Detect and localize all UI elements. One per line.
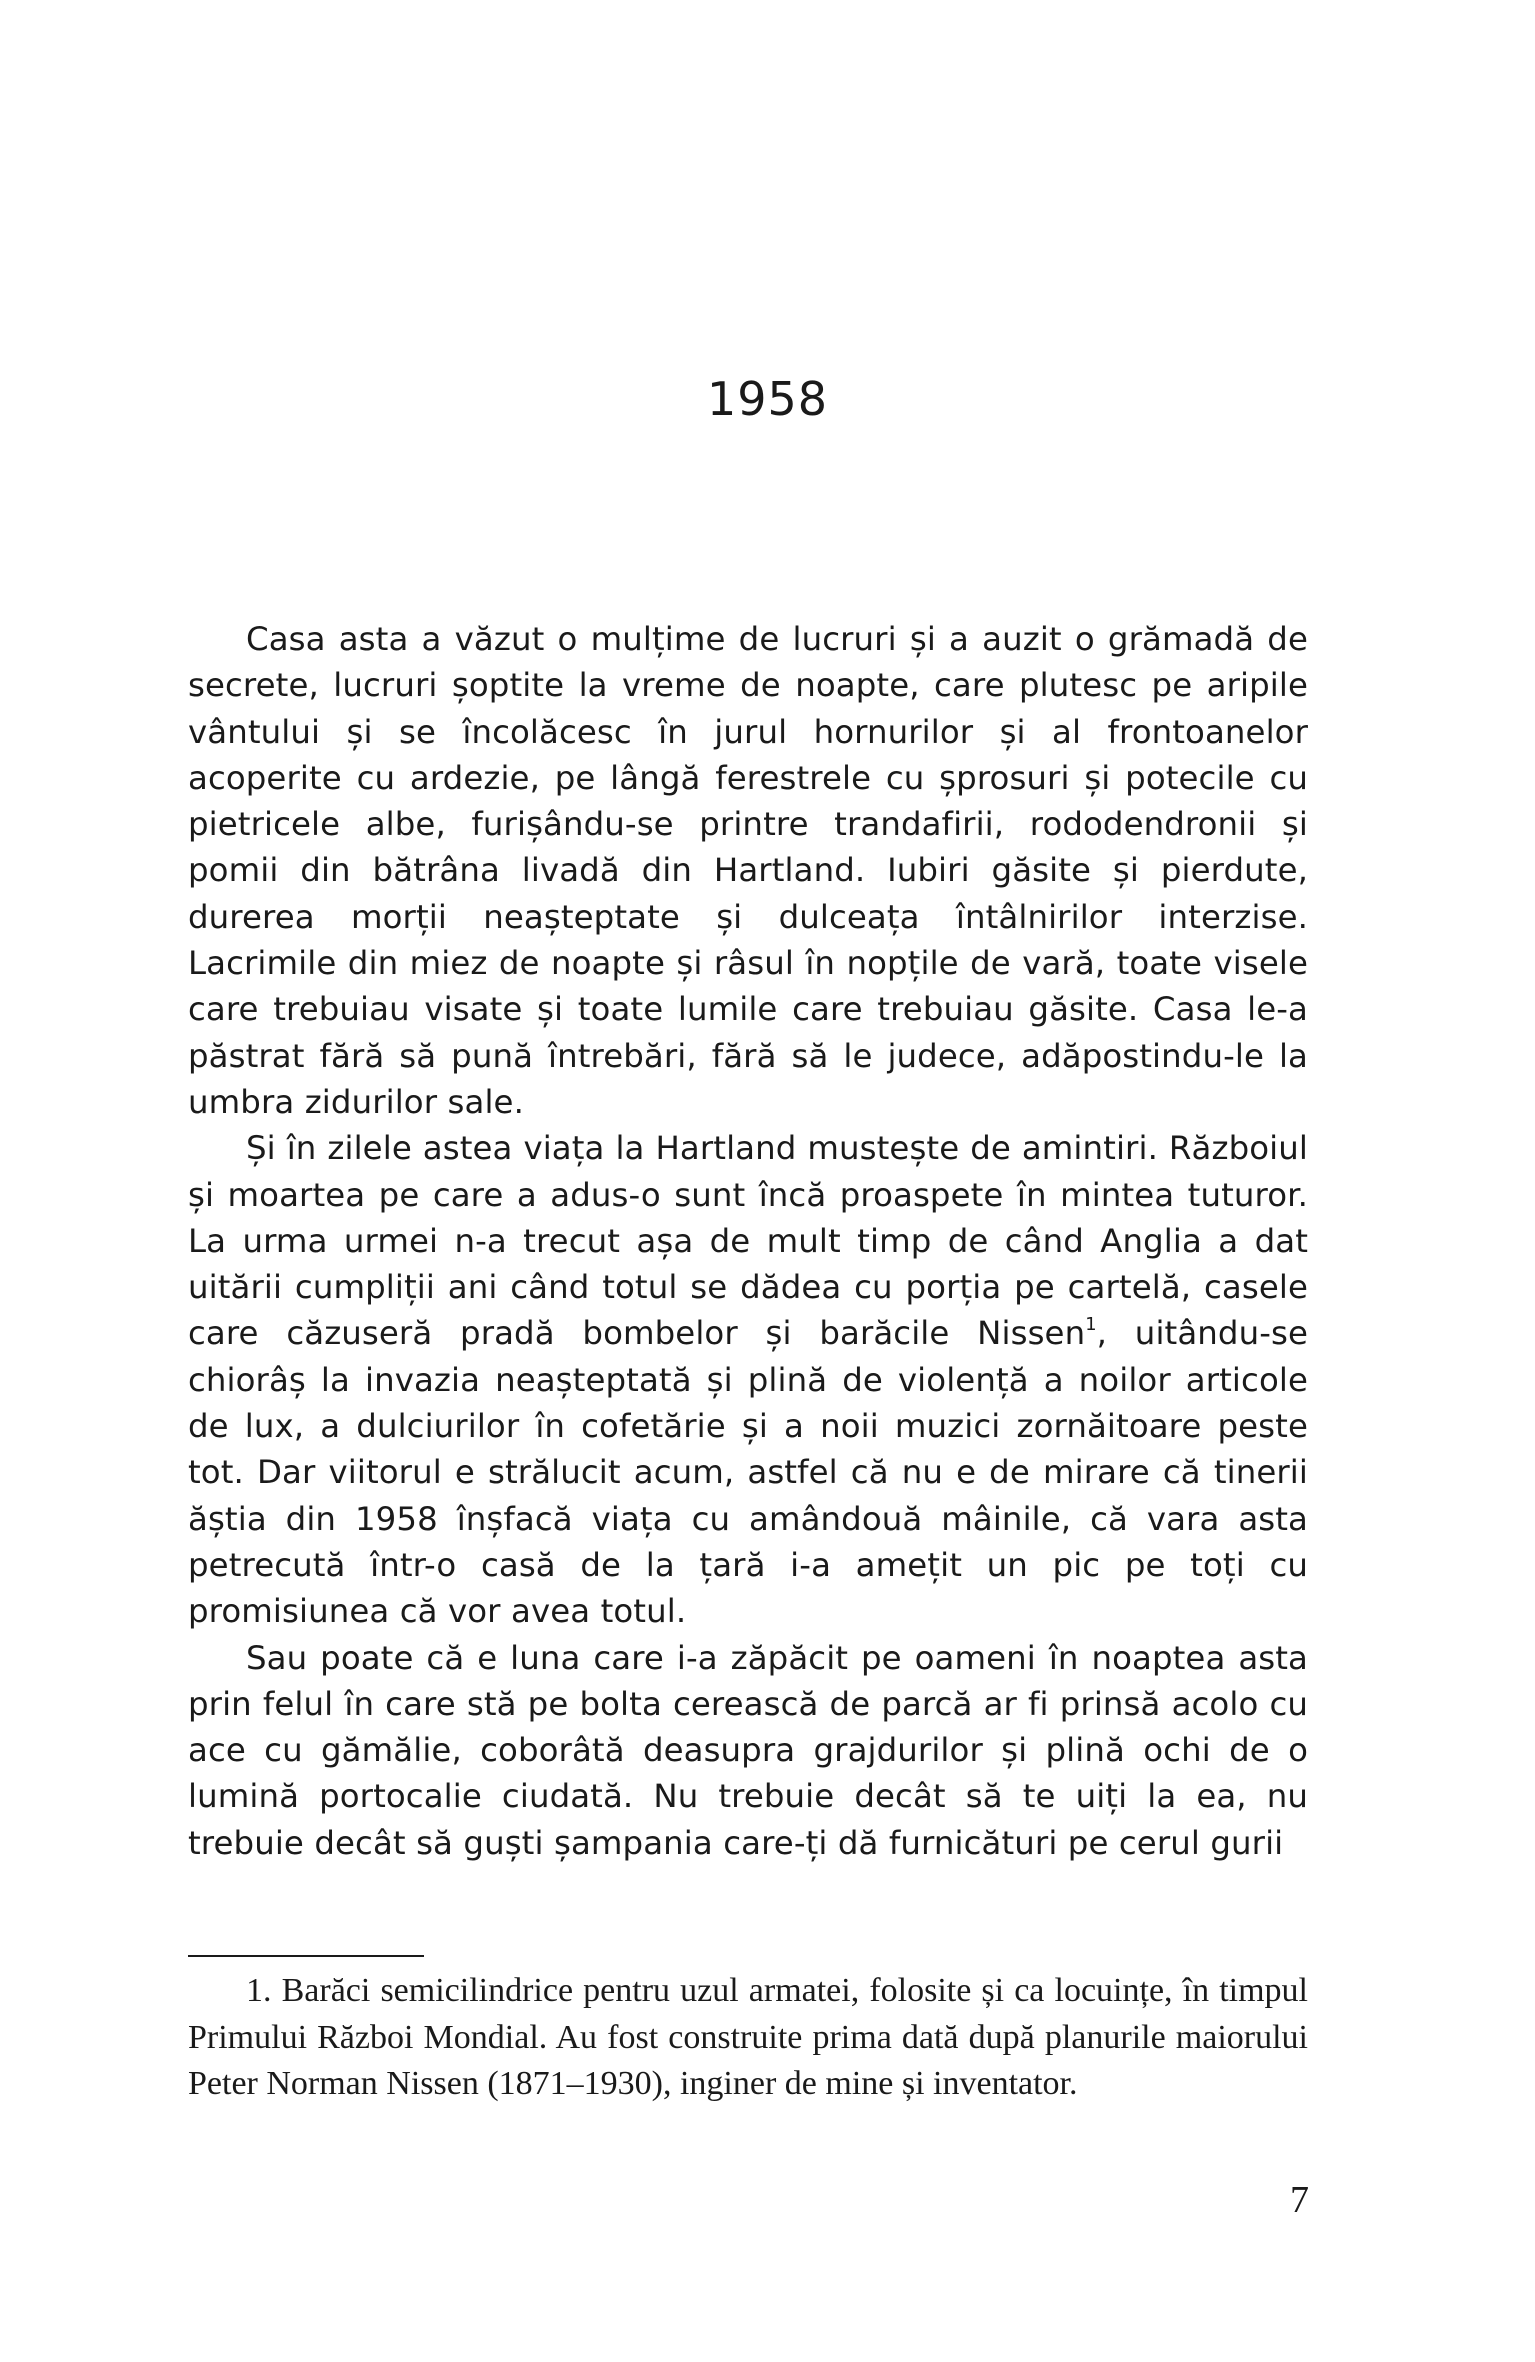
paragraph-1-text: Casa asta a văzut o mulțime de lucruri și a auzit o grămadă de secrete, lucruri șoptite la vreme de noapte, care plutesc pe aripile vântului și se încolăcesc în jurul hornurilor și al frontoanelor acoperite cu ardezie, pe lângă ferestrele cu șprosuri și potecile cu pietricele albe, furișându-se printre trandafirii, rododendronii și pomii din bătrâna livadă din Hartland. Iubiri găsite și pierdute, durerea morții neașteptate și dulceața întâlnirilor interzise. Lacrimile din miez de noapte și râsul în nopțile de vară, toate visele care trebuiau visate și toate lumile care trebuiau găsite. Casa le-a păstrat fără să pună întrebări, fără să le judece, adăpostindu-le la umbra zidurilor sale.	[188, 620, 1308, 1121]
chapter-title: 1958	[706, 372, 829, 426]
paragraph	[188, 616, 1308, 1125]
body-text	[188, 616, 1308, 1866]
paragraph	[188, 1125, 1308, 1634]
page-number: 7	[1290, 2179, 1309, 2221]
paragraph-3-text: Sau poate că e luna care i-a zăpăcit pe oameni în noaptea asta prin felul în care stă pe bolta cerească de parcă ar fi prinsă acolo cu ace cu gămălie, coborâtă deasupra grajdurilor și plină ochi de o lumină portocalie ciudată. Nu trebuie decât să te uiți la ea, nu trebuie decât să guști șampania care-ți dă furnicături pe cerul gurii	[188, 1638, 1308, 1862]
footnote-divider	[188, 1955, 424, 1957]
paragraph-2-text-after-ref: , uitându-se chiorâș la invazia neașteptată și plină de violență a noilor articole de lux, a dulciurilor în cofetărie și a noii muzici zornăitoare peste tot. Dar viitorul e strălucit acum, astfel că nu e de mirare că tinerii ăștia din 1958 înșfacă viața cu amândouă mâinile, că vara asta petrecută într-o casă de la țară i-a amețit un pic pe toți cu promisiunea că vor avea totul.	[188, 1314, 1308, 1631]
footnote-reference[interactable]: 1	[1085, 1314, 1097, 1336]
footnote: 1. Barăci semicilindrice pentru uzul armatei, folosite și ca locuințe, în timpul Primului Război Mondial. Au fost construite prima dată după planurile maiorului Peter Norman Nissen (1871–1930), inginer de mine și inventator.	[188, 1972, 1308, 2102]
paragraph-2-text-before-ref: Și în zilele astea viața la Hartland mustește de amintiri. Războiul și moartea pe care a adus-o sunt încă proaspete în mintea tuturor. La urma urmei n-a trecut așa de mult timp de când Anglia a dat uitării cumpliții ani când totul se dădea cu porția pe cartelă, casele care căzuseră pradă bombelor și barăcile Nissen	[188, 1129, 1308, 1353]
paragraph	[188, 1635, 1308, 1866]
